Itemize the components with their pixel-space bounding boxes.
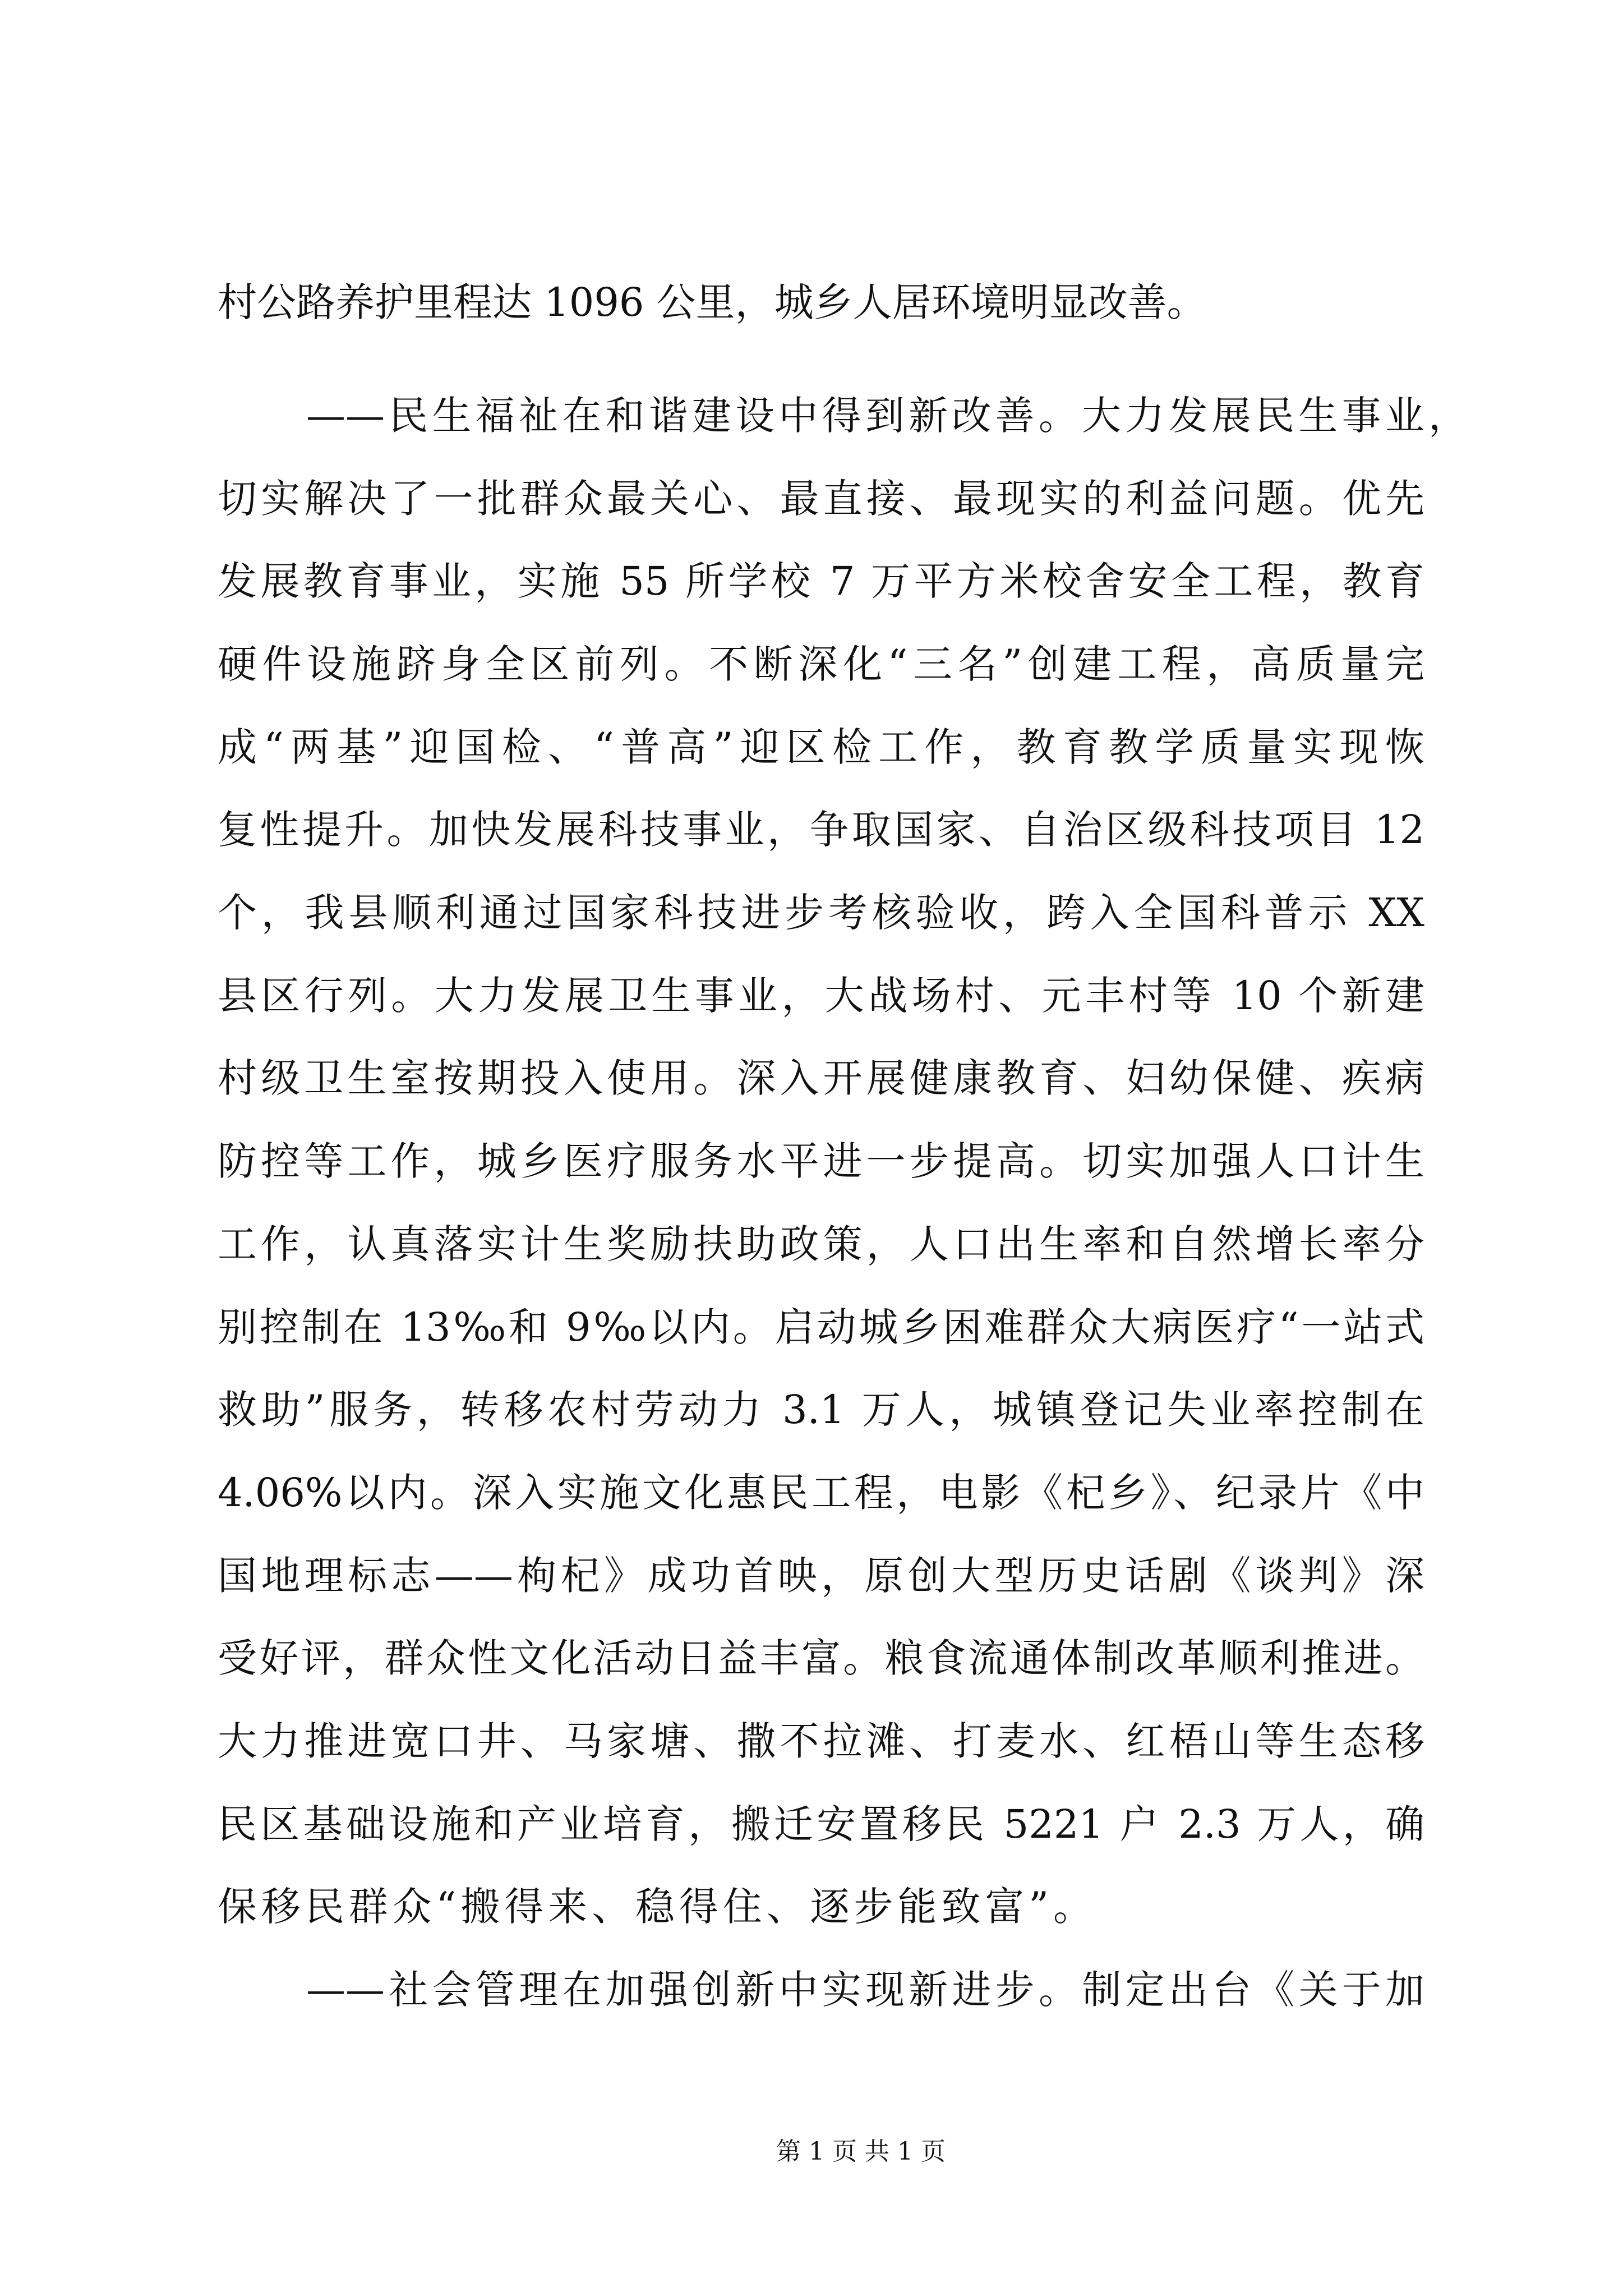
text-line: 工作，认真落实计生奖励扶助政策，人口出生率和自然增长率分 [218,1221,1424,1267]
text-line: 受好评，群众性文化活动日益丰富。粮食流通体制改革顺利推进。 [218,1635,1424,1682]
text-line: 村公路养护里程达 1096 公里，城乡人居环境明显改善。 [218,279,1206,325]
paragraph-social-management [218,1949,1424,2032]
paragraph-livelihood [218,375,1468,1949]
text-line: 个，我县顺利通过国家科技进步考核验收，跨入全国科普示 XX [218,890,1424,936]
text-line: 国地理标志——枸杞》成功首映，原创大型历史话剧《谈判》深 [218,1552,1424,1599]
text-line: 4.06%以内。深入实施文化惠民工程，电影《杞乡》、纪录片《中 [218,1469,1424,1516]
text-line: 救助”服务，转移农村劳动力 3.1 万人，城镇登记失业率控制在 [218,1387,1424,1433]
text-line: ——社会管理在加强创新中实现新进步。制定出台《关于加 [306,1967,1424,2013]
page-footer [637,2135,1085,2169]
text-line: 防控等工作，城乡医疗服务水平进一步提高。切实加强人口计生 [218,1138,1424,1185]
text-line: 大力推进宽口井、马家塘、撒不拉滩、打麦水、红梧山等生态移 [218,1718,1424,1764]
text-line: 别控制在 13‰和 9‰以内。启动城乡困难群众大病医疗“一站式 [218,1304,1424,1350]
text-line: 村级卫生室按期投入使用。深入开展健康教育、妇幼保健、疾病 [218,1055,1424,1102]
text-line: 复性提升。加快发展科技事业，争取国家、自治区级科技项目 12 [218,807,1424,853]
text-line: 保移民群众“搬得来、稳得住、逐步能致富”。 [218,1884,1092,1930]
text-line: ——民生福祉在和谐建设中得到新改善。大力发展民生事业， [306,392,1468,439]
text-line: 发展教育事业，实施 55 所学校 7 万平方米校舍安全工程，教育 [218,558,1424,605]
document-body [218,261,1468,2032]
page-number: 第 1 页 共 1 页 [776,2137,946,2166]
text-line: 民区基础设施和产业培育，搬迁安置移民 5221 户 2.3 万人，确 [218,1801,1424,1847]
text-line: 硬件设施跻身全区前列。不断深化“三名”创建工程，高质量完 [218,641,1424,688]
text-line: 县区行列。大力发展卫生事业，大战场村、元丰村等 10 个新建 [218,972,1424,1019]
text-line: 成“两基”迎国检、“普高”迎区检工作，教育教学质量实现恢 [218,724,1424,770]
text-line: 切实解决了一批群众最关心、最直接、最现实的利益问题。优先 [218,475,1424,522]
paragraph-continued [218,261,1424,344]
